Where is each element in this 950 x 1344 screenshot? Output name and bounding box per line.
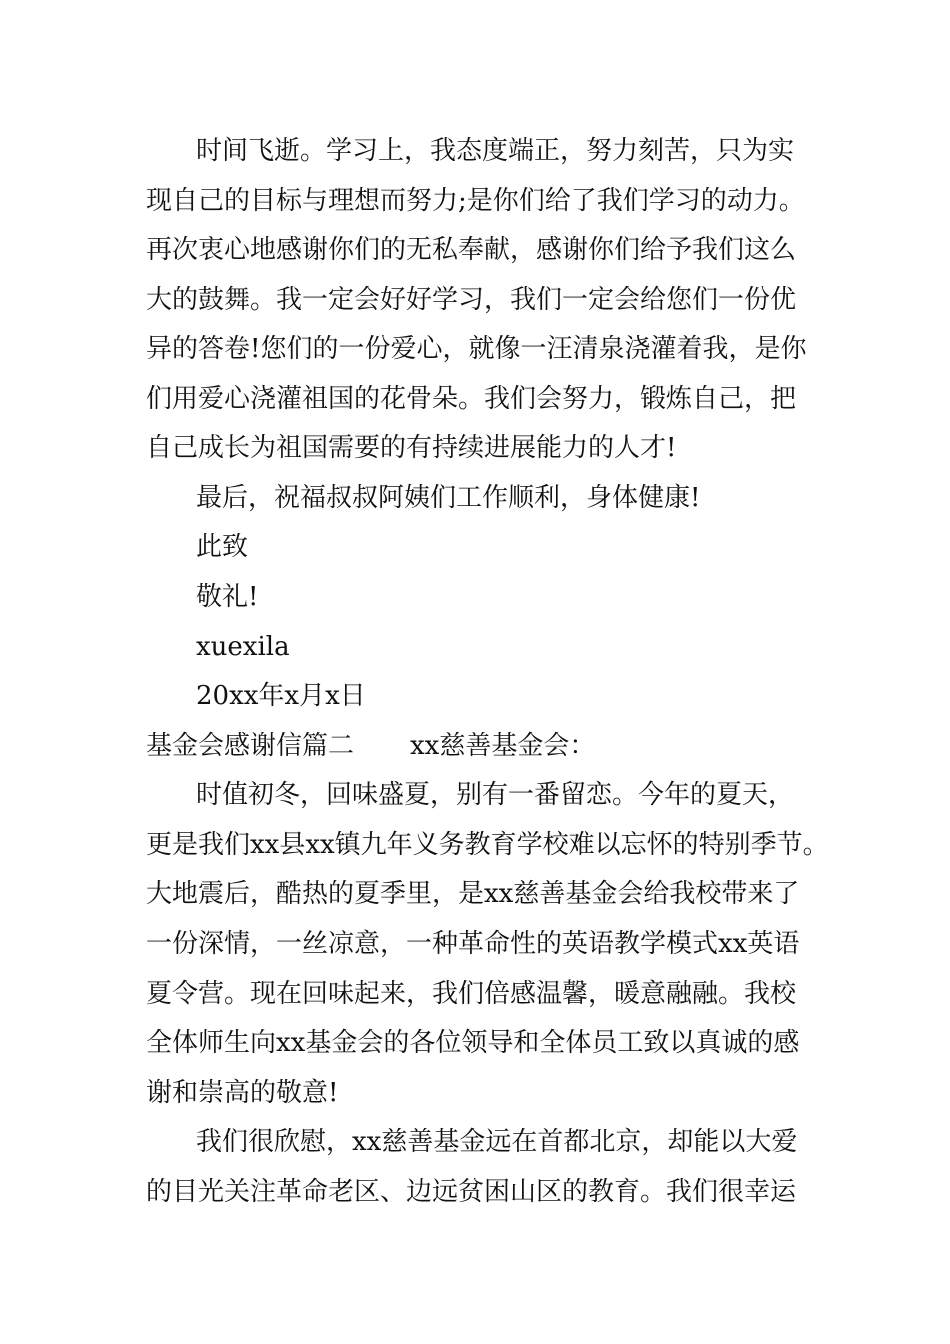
signature: xuexila [196,632,290,662]
paragraph-line: 谢和崇高的敬意! [146,1078,339,1108]
paragraph-line: 我们很欣慰，xx慈善基金远在首都北京，却能以大爱 [196,1127,798,1157]
paragraph-line: 异的答卷!您们的一份爱心，就像一汪清泉浇灌着我，是你 [146,334,807,364]
closing-wish: 最后，祝福叔叔阿姨们工作顺利，身体健康! [196,483,701,513]
paragraph-line: 自己成长为祖国需要的有持续进展能力的人才! [146,433,677,463]
salutation-line: 敬礼! [196,582,259,612]
paragraph-line: 全体师生向xx基金会的各位领导和全体员工致以真诚的感 [146,1028,800,1058]
section-heading: 基金会感谢信篇二 [146,731,355,761]
date-line: 20xx年x月x日 [196,681,366,711]
paragraph-line: 更是我们xx县xx镇九年义务教育学校难以忘怀的特别季节。 [146,830,829,860]
paragraph-line: 们用爱心浇灌祖国的花骨朵。我们会努力，锻炼自己，把 [146,384,797,414]
paragraph-line: 夏令营。现在回味起来，我们倍感温馨，暖意融融。我校 [146,979,797,1009]
paragraph-line: 时间飞逝。学习上，我态度端正，努力刻苦，只为实 [196,136,795,166]
paragraph-line: 的目光关注革命老区、边远贫困山区的教育。我们很幸运 [146,1177,797,1207]
paragraph-line: 一份深情，一丝凉意，一种革命性的英语教学模式xx英语 [146,929,800,959]
paragraph-line: 再次衷心地感谢你们的无私奉献，感谢你们给予我们这么 [146,235,797,265]
paragraph-line: 大的鼓舞。我一定会好好学习，我们一定会给您们一份优 [146,285,797,315]
salutation-line: 此致 [196,532,249,562]
paragraph-line: 时值初冬，回味盛夏，别有一番留恋。今年的夏天， [196,780,795,810]
paragraph-line: 大地震后，酷热的夏季里，是xx慈善基金会给我校带来了 [146,879,800,909]
recipient: xx慈善基金会： [410,731,596,761]
paragraph-line: 现自己的目标与理想而努力;是你们给了我们学习的动力。 [146,186,805,216]
section-heading-row [146,729,595,763]
